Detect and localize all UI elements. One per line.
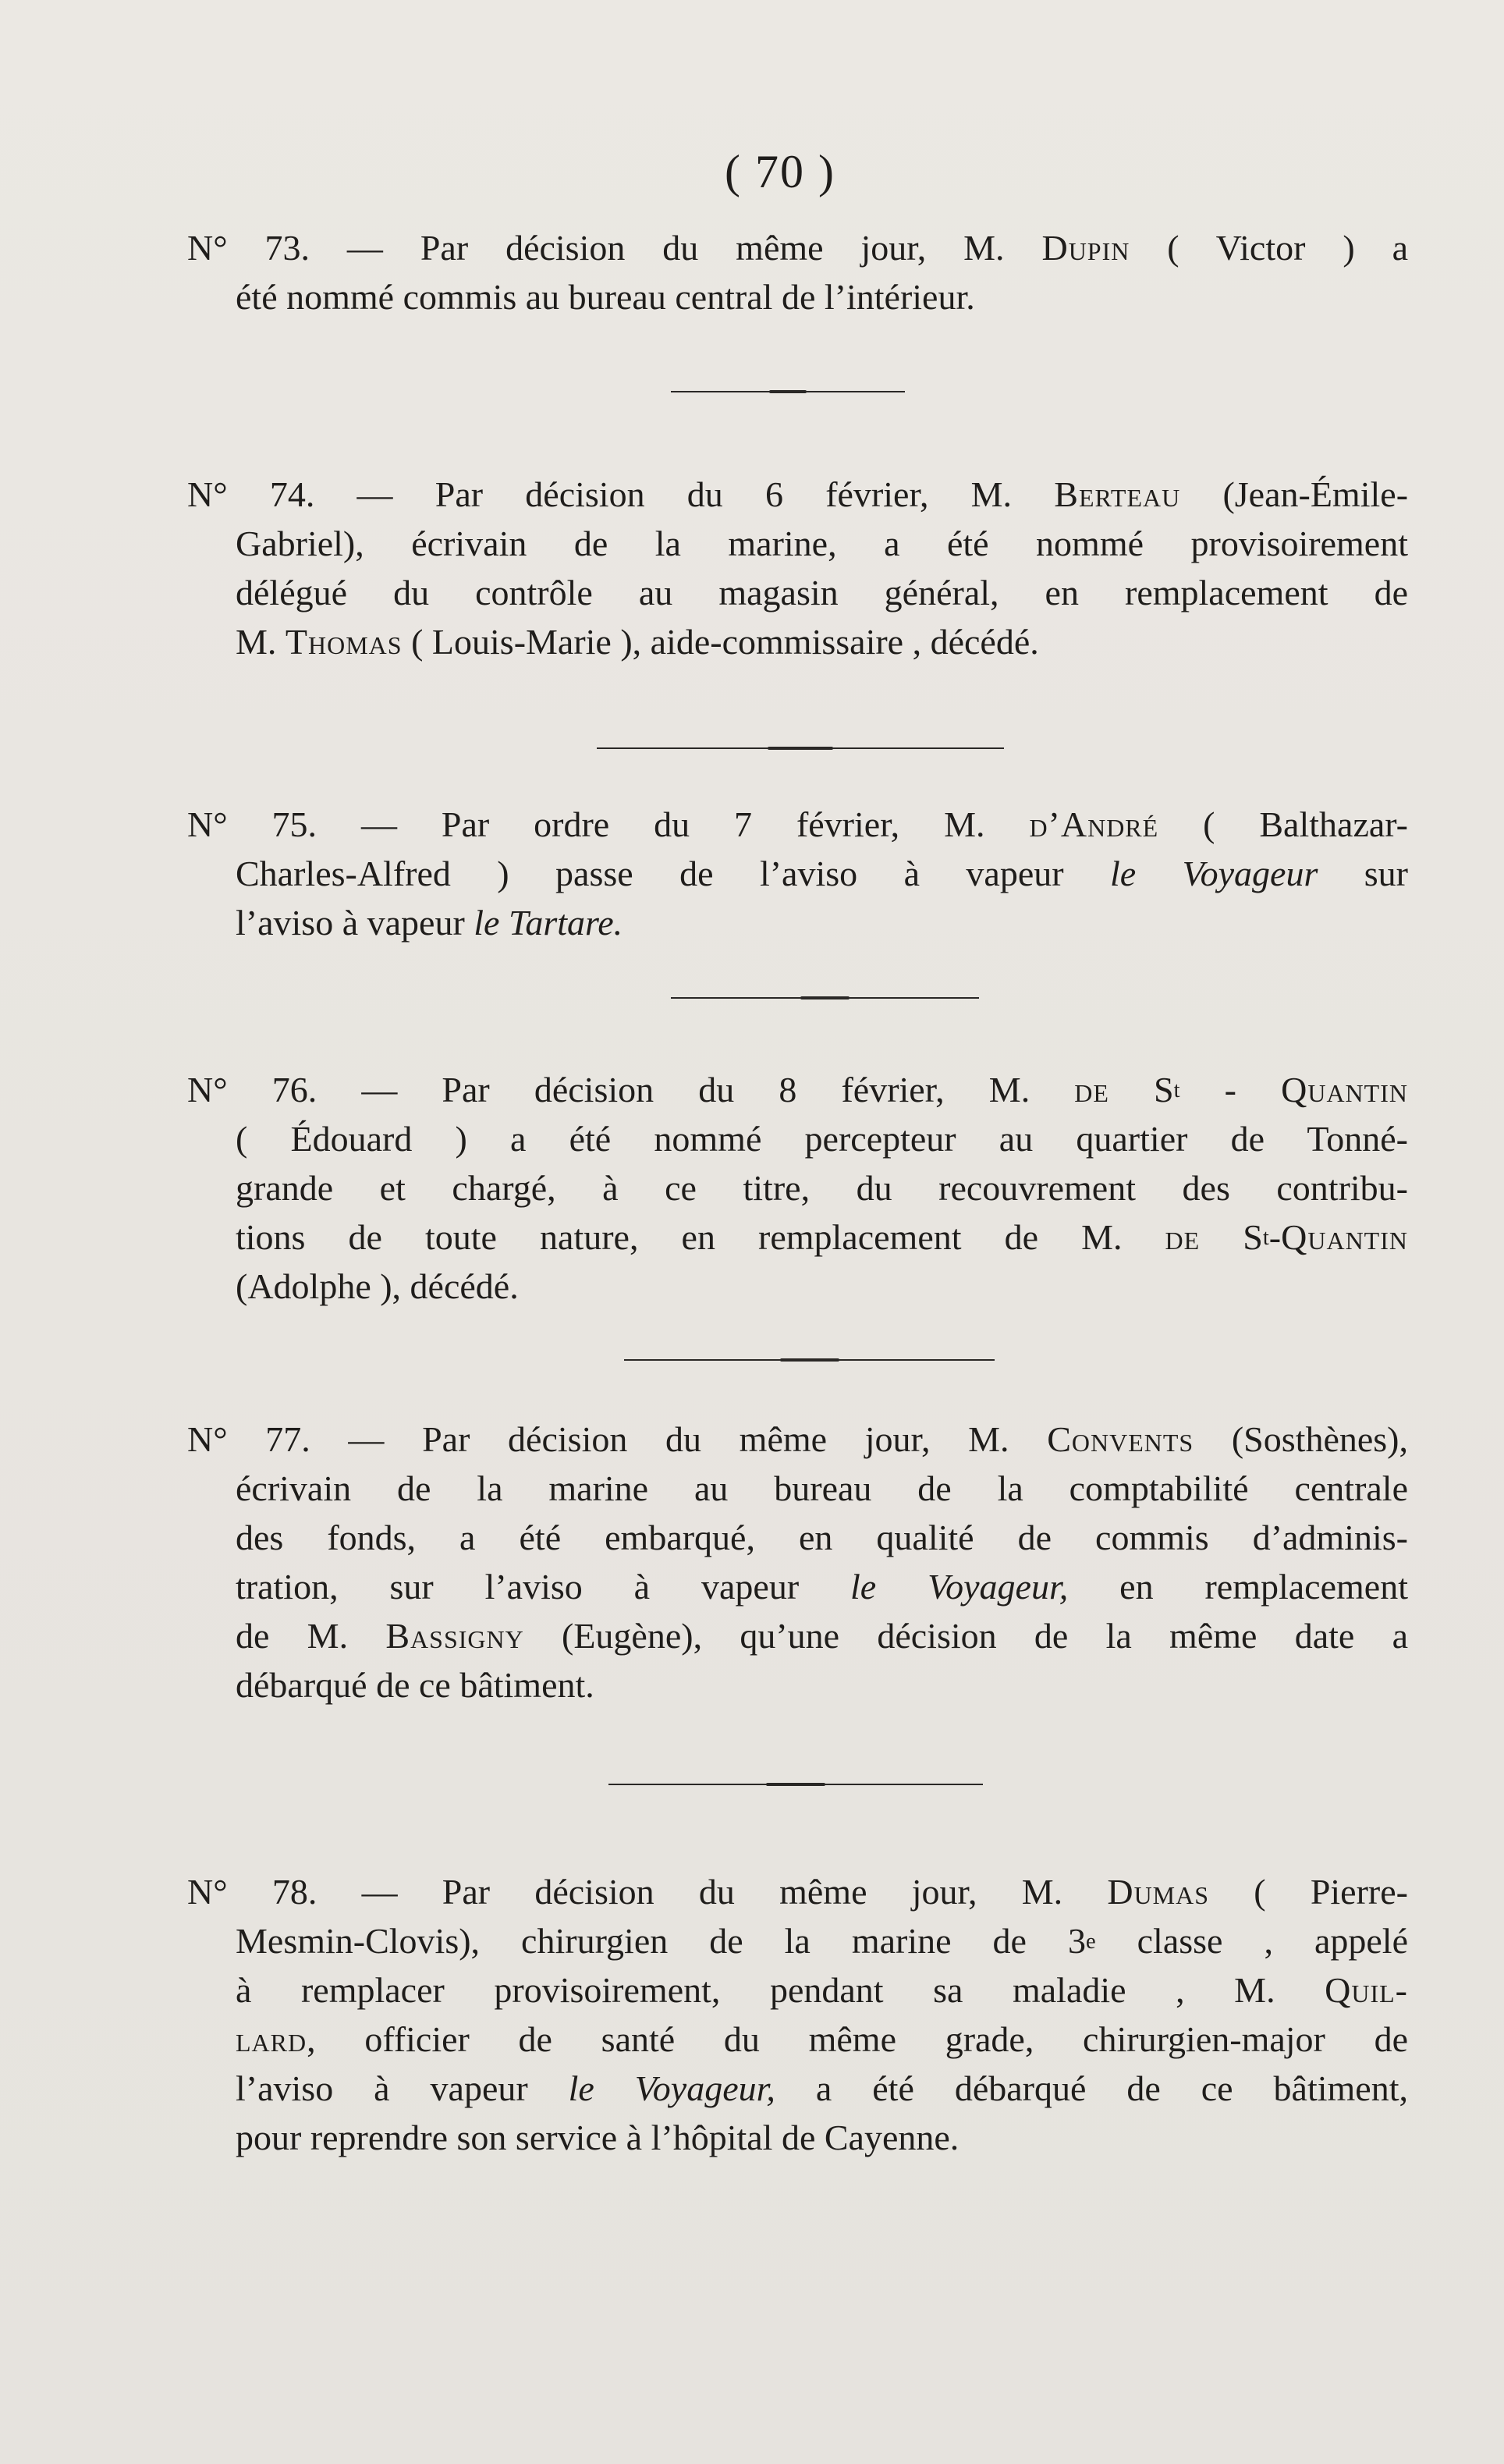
text-run: classe , appelé (1095, 1921, 1408, 1961)
text-line (187, 1867, 1408, 1916)
text-run: - (1179, 1070, 1282, 1110)
text-run: S (1200, 1217, 1263, 1257)
text-run: de M. (236, 1616, 386, 1656)
text-run: Charles-Alfred ) passe de l’aviso à vapeur (236, 854, 1110, 893)
text-line (187, 1262, 1408, 1311)
entry-77 (187, 1415, 1408, 1710)
text-run: été nommé commis au bureau central de l’intérieur. (236, 277, 975, 317)
text-line (187, 1965, 1408, 2015)
text-run: N° 75. — Par ordre du 7 février, M. (187, 804, 1030, 844)
name-small-caps: de (1165, 1217, 1201, 1257)
entry-78 (187, 1867, 1408, 2162)
superscript: e (1085, 1930, 1096, 1954)
text-line (187, 470, 1408, 519)
text-line (187, 1562, 1408, 1611)
ship-name-italic: le Voyageur (1109, 854, 1318, 893)
text-run: Gabriel), écrivain de la marine, a été nommé provisoirement (236, 524, 1408, 563)
text-line (187, 1464, 1408, 1513)
text-run: - (1268, 1217, 1282, 1257)
text-run: l’aviso à vapeur (236, 903, 474, 943)
text-line (187, 519, 1408, 568)
text-line (187, 568, 1408, 617)
ship-name-italic: le Tartare. (474, 903, 623, 943)
text-line (187, 272, 1408, 321)
text-run: tration, sur l’aviso à vapeur (236, 1567, 851, 1607)
text-line (187, 898, 1408, 947)
separator-rule (624, 1358, 995, 1362)
name-small-caps: Quantin (1281, 1217, 1408, 1257)
text-line (187, 1212, 1408, 1262)
name-small-caps: Thomas (285, 622, 403, 662)
ship-name-italic: le Voyageur, (850, 1567, 1069, 1607)
text-run: sur (1318, 854, 1408, 893)
text-run: N° 76. — Par décision du 8 février, M. (187, 1070, 1075, 1110)
text-run: N° 78. — Par décision du même jour, M. (187, 1872, 1108, 1912)
text-line (187, 2015, 1408, 2064)
text-run: ( Victor ) a (1130, 228, 1408, 268)
text-line (187, 1916, 1408, 1965)
text-line (187, 1513, 1408, 1562)
text-run: N° 77. — Par décision du même jour, M. (187, 1419, 1048, 1459)
separator-rule (671, 996, 979, 1000)
text-line (187, 1163, 1408, 1212)
text-line (187, 2064, 1408, 2113)
entry-76 (187, 1065, 1408, 1311)
name-small-caps: Berteau (1054, 474, 1181, 514)
superscript: t (1173, 1078, 1180, 1102)
text-run: débarqué de ce bâtiment. (236, 1665, 594, 1705)
text-run: M. (236, 622, 286, 662)
entry-74 (187, 470, 1408, 666)
text-run: N° 74. — Par décision du 6 février, M. (187, 474, 1055, 514)
entry-75 (187, 800, 1408, 947)
entry-73 (187, 223, 1408, 321)
text-line (187, 1415, 1408, 1464)
ship-name-italic: le Voyageur, (568, 2068, 775, 2108)
text-run: Mesmin-Clovis), chirurgien de la marine de 3 (236, 1921, 1086, 1961)
text-run: (Adolphe ), décédé. (236, 1266, 519, 1306)
text-run: des fonds, a été embarqué, en qualité de commis d’adminis- (236, 1518, 1408, 1557)
text-run: , officier de santé du même grade, chirurgien-major de (307, 2019, 1408, 2059)
text-run: ( Balthazar- (1158, 804, 1408, 844)
text-line (187, 223, 1408, 272)
name-small-caps: Convents (1047, 1419, 1194, 1459)
page-number: ( 70 ) (725, 146, 835, 197)
text-run: ( Louis-Marie ), aide-commissaire , décédé. (402, 622, 1039, 662)
text-run: écrivain de la marine au bureau de la comptabilité centrale (236, 1468, 1408, 1508)
separator-rule (597, 746, 1004, 751)
text-line (187, 2113, 1408, 2162)
text-line (187, 1660, 1408, 1710)
text-line (187, 1611, 1408, 1660)
name-small-caps: Quil- (1325, 1970, 1408, 2010)
text-run: pour reprendre son service à l’hôpital de Cayenne. (236, 2118, 960, 2157)
text-run: grande et chargé, à ce titre, du recouvrement des contribu- (236, 1168, 1408, 1208)
text-run: S (1108, 1070, 1174, 1110)
name-small-caps: de (1074, 1070, 1109, 1110)
text-run: (Sosthènes), (1194, 1419, 1408, 1459)
name-small-caps: Quantin (1281, 1070, 1408, 1110)
text-run: l’aviso à vapeur (236, 2068, 569, 2108)
superscript: t (1262, 1226, 1269, 1250)
separator-rule (671, 389, 905, 394)
text-run: (Jean-Émile- (1180, 474, 1409, 514)
name-small-caps: d’André (1029, 804, 1159, 844)
text-line (187, 849, 1408, 898)
text-run: tions de toute nature, en remplacement de M. (236, 1217, 1165, 1257)
name-small-caps: Dumas (1107, 1872, 1210, 1912)
name-small-caps: lard (236, 2019, 307, 2059)
text-run: délégué du contrôle au magasin général, en remplacement de (236, 573, 1408, 612)
name-small-caps: Bassigny (385, 1616, 524, 1656)
text-line (187, 1065, 1408, 1114)
text-line (187, 1114, 1408, 1163)
text-run: en remplacement (1068, 1567, 1408, 1607)
name-small-caps: Dupin (1041, 228, 1130, 268)
text-line (187, 617, 1408, 666)
text-run: ( Édouard ) a été nommé percepteur au quartier de Tonné- (236, 1119, 1408, 1159)
text-run: (Eugène), qu’une décision de la même date a (523, 1616, 1408, 1656)
text-line (187, 800, 1408, 849)
separator-rule (608, 1782, 983, 1787)
text-run: N° 73. — Par décision du même jour, M. (187, 228, 1042, 268)
text-run: a été débarqué de ce bâtiment, (775, 2068, 1408, 2108)
text-run: ( Pierre- (1209, 1872, 1408, 1912)
text-run: à remplacer provisoirement, pendant sa maladie , M. (236, 1970, 1325, 2010)
